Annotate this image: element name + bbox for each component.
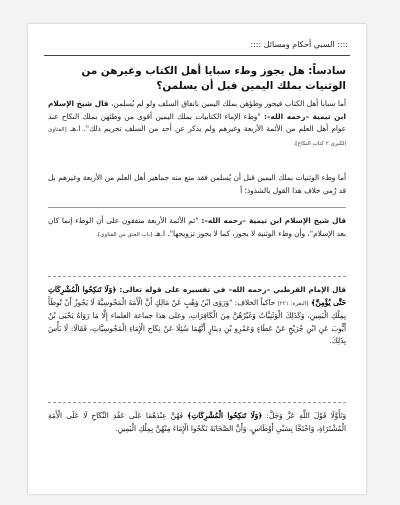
quote-text: "ثم الأئمة الأربعة متفقون على أن الوطء إنما كان بعد الإسلام"، وأن وطء الوثنية لا يجوز، كما لا يجوز تزويجها". ا.هـ [48, 216, 346, 238]
question-line-2: الوثنيات بملك اليمين قبل أن يسلمن؟ [156, 80, 346, 92]
question-line-1: سادساً: هل يجوز وطء سبايا أهل الكتاب وغيرهن من [81, 65, 346, 77]
source-reference: [باب العتق من الفتاوى]. [96, 231, 153, 238]
section-question-heading [54, 64, 346, 94]
quote-text: حاكياً الخلاف: "وَرَوَى ابْنُ وَهْبٍ عَنْ مَالِكٍ أَنَّ الْأَمَةَ الْمَجُوسِيَّةَ لَا يَجُوزُ أَنْ تُوطَأَ بِمِلْكِ الْيَمِينِ، وَكَذَلِكَ الْوَثَنِيَّاتُ وَغَيْرُهُنَّ مِنَ الْكَافِرَاتِ، وعلى هذا جماعة العلماء إِلَّا مَا رَوَاهُ يَحْيَى بْنُ أَيُّوبَ عَنِ ابْنِ جُرَيْجٍ عَنْ عَطَاءٍ وَعَمْرِو بْنِ دِينَارٍ أَنَّهُمَا سُئِلَا عَنْ نِكَاحِ الْإِمَاءِ الْمَجُوسِيَّاتِ، فَقَالَا: لَا بَأْسَ بِذَلِكَ. [48, 297, 346, 346]
source-reference: [الفتاوى الكبرى ٢ كتاب النكاح]. [48, 127, 346, 147]
paragraph-wathaniyat [48, 172, 346, 197]
paragraph-tawil [48, 410, 346, 435]
paragraph-kitabiyat [48, 98, 346, 150]
quote-label: قال الإمام القرطبي –رحمه الله– في تفسيره على قوله تعالى: [119, 285, 346, 294]
section-divider [48, 402, 346, 403]
paragraph-text: وَتَأَوَّلَا قَوْلَ اللَّهِ عَزَّ وَجَلَّ: [262, 411, 346, 420]
section-divider [48, 207, 346, 208]
paragraph-text: فَهُنَّ عِنْدَهُمَا عَلَى عَقْدِ النِّكَاحِ لَا عَلَى الْأَمَةِ الْمُشْتَرَاةِ، وَاحْتَجَّا بِسَبْيِ أَوْطَاسٍ، وَأَنَّ الصَّحَابَةَ نَكَحُوا الْإِمَاءَ مِنْهُنَّ بِمِلْكِ الْيَمِينِ. [48, 411, 346, 433]
verse-reference: [البقرة: ٢٢١] [277, 300, 309, 307]
header-divider [44, 55, 350, 56]
paragraph-qurtubi [48, 284, 346, 348]
quran-verse: ﴿وَلَا تَنكِحُوا الْمُشْرِكَاتِ﴾ [187, 411, 263, 420]
quran-verse: ﴿وَلَا تَنكِحُوا الْمُشْرِكَاتِ حَتَّى يُؤْمِنَّ﴾ [48, 285, 346, 307]
quote-label: قال شيخ الإسلام ابن تيمية –رحمه الله–: [201, 216, 346, 225]
paragraph-ibn-taymiyyah [48, 215, 346, 241]
quote-label: قال شيخ الإسلام ابن تيمية –رحمه الله–: [48, 99, 346, 121]
quote-text: "وطء الإماء الكتابيات بملك اليمين أقوى من وطئهن بملك النكاح عند عوام أهل العلم من الأئمة الأربعة وغيرهم ولم يذكر عن أحد من السلف تحريم ذلك". ا.هـ [48, 111, 346, 134]
paragraph-text: أما وطء الوثنيات بملك اليمين قبل أن يُسلمن فقد منع منه جماهير أهل العلم من الأربعة وغيرهم بل قد رُمي خلاف هذا القول بالشذوذ؛ أ [48, 173, 346, 195]
paragraph-text: أما سبايا أهل الكتاب فيجوز وطؤهن بملك اليمين باتفاق السلف ولو لم يُسلمن، [108, 99, 346, 108]
book-page [28, 24, 366, 494]
section-divider [48, 276, 346, 277]
running-header: :::: السبي أحكام ومسائل :::: [250, 40, 348, 49]
